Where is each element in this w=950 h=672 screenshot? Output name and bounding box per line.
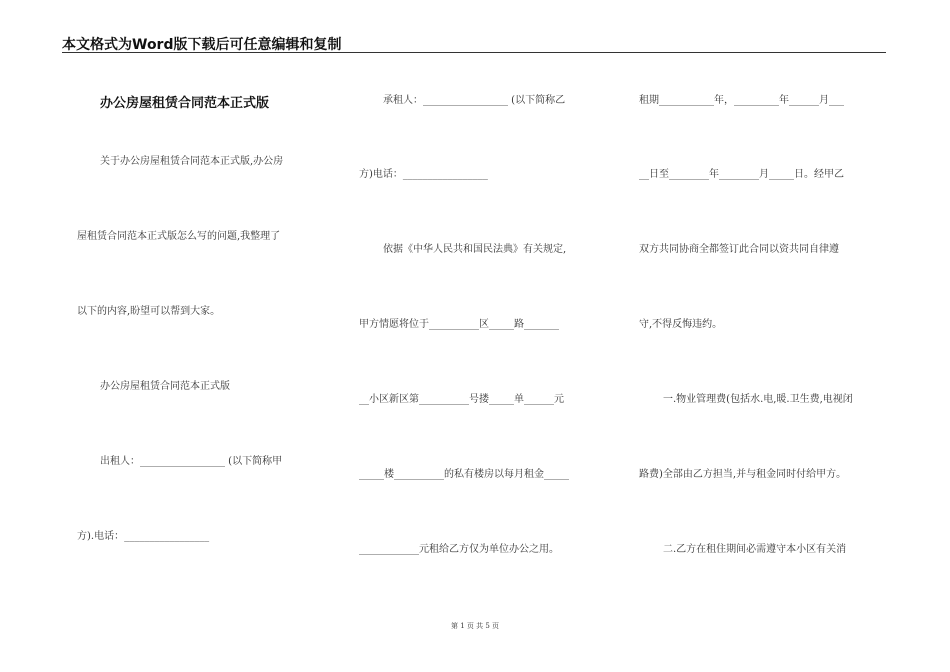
document-title: 办公房屋租赁合同范本正式版 [100,96,270,111]
col1-line-3: 以下的内容,盼望可以帮到大家。 [77,306,221,317]
col3-line-6: 路费)全部由乙方担当,并与租金同时付给甲方。 [639,469,847,480]
page-number-footer: 第 1 页 共 5 页 [450,622,500,630]
download-notice-header: 本文格式为Word版下载后可任意编辑和复制 [62,37,342,53]
header-divider [62,52,886,53]
col2-line-5: __小区新区第__________号搂_____单______元 [359,394,564,405]
col3-line-3: 双方共同协商全都签订此合同以资共同自律遵 [639,244,839,255]
col1-line-1: 关于办公房屋租赁合同范本正式版,办公房 [100,156,284,167]
col2-line-7: ____________元租给乙方仅为单位办公之用。 [359,544,559,555]
col3-line-5: 一.物业管理费(包括水.电,暖.卫生费,电视闭 [663,394,853,405]
col3-line-1: 租期___________年，_________年______月___ [639,95,844,106]
col1-line-4: 办公房屋租赁合同范本正式版 [100,381,230,392]
col2-line-3: 依据《中华人民共和国民法典》有关规定, [383,244,567,255]
col2-line-4: 甲方情愿将位于__________区_____路_______ [359,319,559,330]
col3-line-4: 守,不得反悔违约。 [639,319,723,330]
col2-line-1: 承租人：_________________ (以下简称乙 [383,95,566,106]
col2-line-6: _____楼__________的私有楼房以每月租金_____ [359,469,569,480]
col1-line-6: 方).电话：_________________ [77,531,210,542]
col3-line-7: 二.乙方在租住期间必需遵守本小区有关消 [663,544,847,555]
col3-line-2: __日至________年________月_____日。经甲乙 [639,169,844,180]
col2-line-2: 方)电话：_________________ [359,169,488,180]
col1-line-5: 出租人：_________________ (以下简称甲 [100,456,283,467]
col1-line-2: 屋租赁合同范本正式版怎么写的问题,我整理了 [77,231,281,242]
